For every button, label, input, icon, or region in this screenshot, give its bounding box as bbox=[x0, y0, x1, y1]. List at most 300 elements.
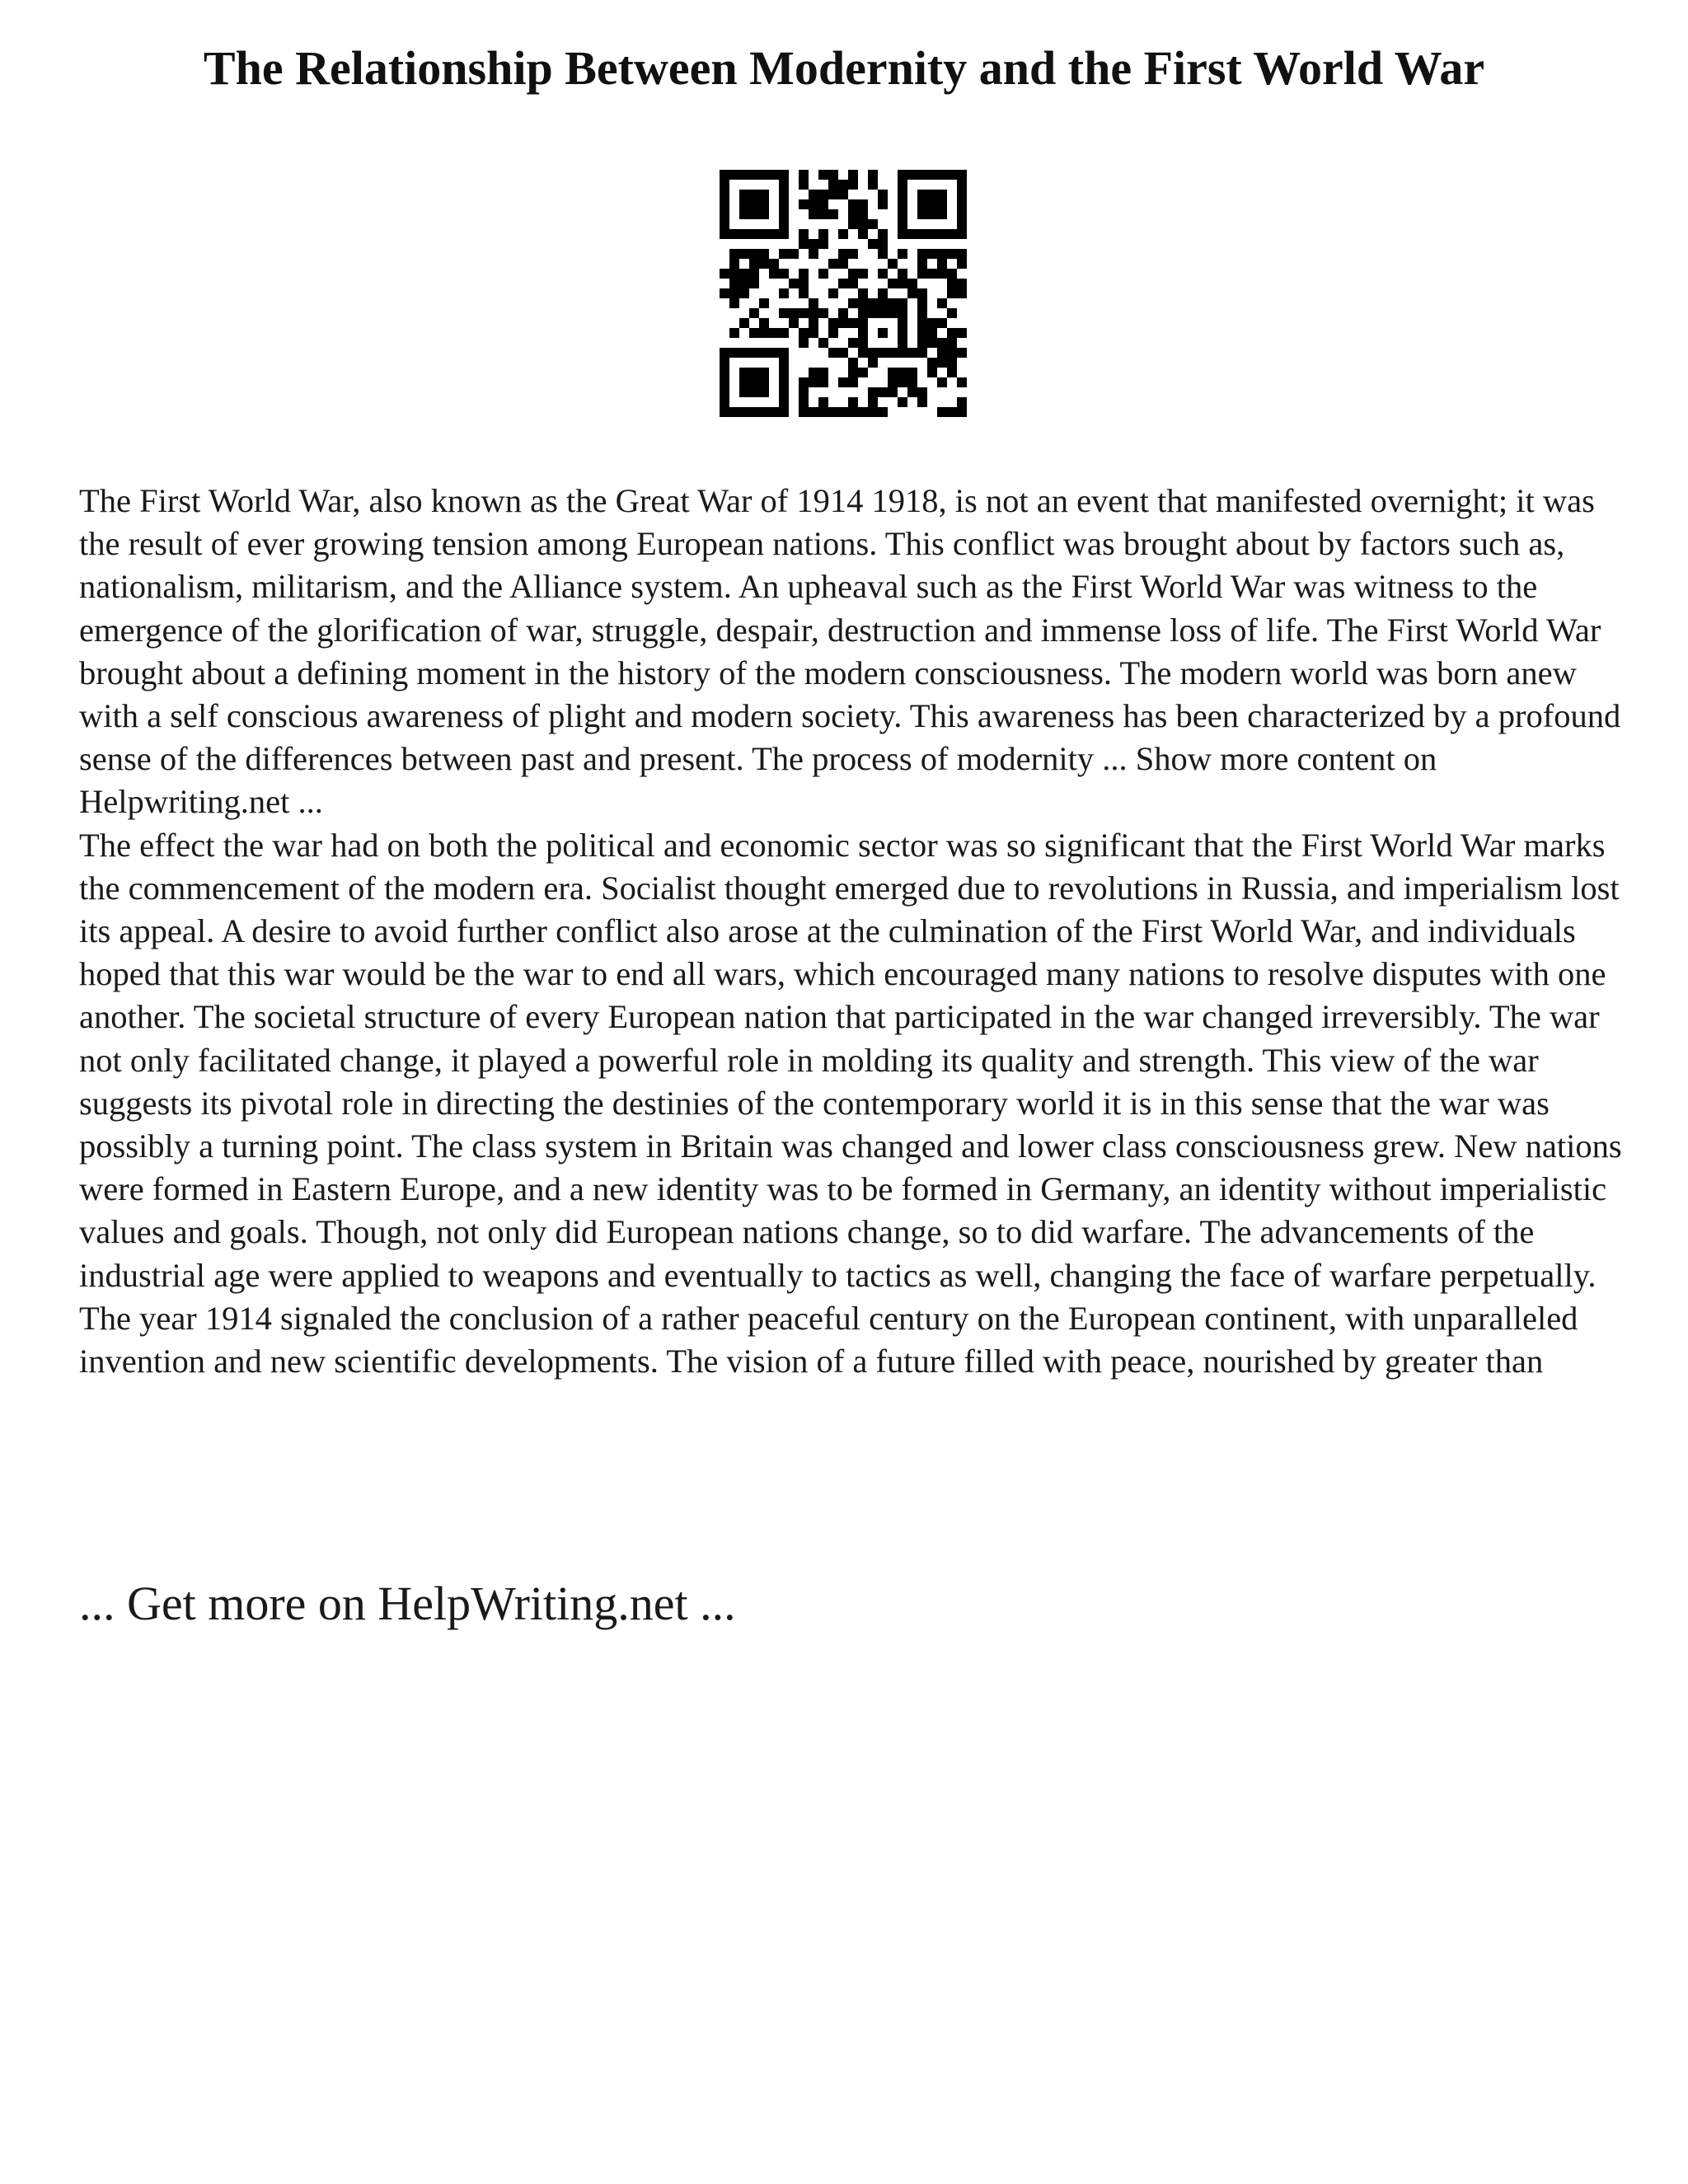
qr-module bbox=[720, 229, 729, 239]
qr-module bbox=[799, 239, 809, 249]
qr-module bbox=[917, 269, 927, 279]
qr-module bbox=[769, 348, 779, 358]
qr-module bbox=[898, 279, 907, 288]
qr-module bbox=[947, 229, 957, 239]
qr-module bbox=[947, 170, 957, 180]
qr-module bbox=[818, 229, 828, 239]
qr-module bbox=[957, 328, 967, 338]
qr-module bbox=[720, 180, 729, 190]
qr-module bbox=[838, 249, 848, 259]
qr-module bbox=[858, 348, 868, 358]
qr-module bbox=[799, 170, 809, 180]
qr-module bbox=[927, 328, 937, 338]
qr-module bbox=[828, 170, 838, 180]
qr-module bbox=[838, 259, 848, 269]
qr-module bbox=[917, 397, 927, 407]
qr-module bbox=[927, 190, 937, 199]
qr-module bbox=[799, 338, 809, 348]
qr-module bbox=[858, 407, 868, 417]
qr-module bbox=[917, 348, 927, 358]
qr-module bbox=[848, 279, 858, 288]
qr-module bbox=[779, 358, 789, 368]
qr-module bbox=[838, 190, 848, 199]
qr-module bbox=[898, 328, 907, 338]
qr-module bbox=[759, 249, 769, 259]
qr-module bbox=[957, 180, 967, 190]
qr-module bbox=[838, 279, 848, 288]
qr-module bbox=[779, 328, 789, 338]
qr-module bbox=[927, 229, 937, 239]
qr-module bbox=[769, 269, 779, 279]
qr-module bbox=[878, 190, 888, 199]
qr-module bbox=[907, 348, 917, 358]
qr-module bbox=[937, 170, 947, 180]
qr-module bbox=[898, 199, 907, 209]
qr-module bbox=[739, 229, 749, 239]
qr-module bbox=[749, 368, 759, 377]
qr-module bbox=[858, 209, 868, 219]
qr-module bbox=[749, 199, 759, 209]
qr-module bbox=[809, 199, 818, 209]
qr-module bbox=[749, 328, 759, 338]
qr-module bbox=[828, 190, 838, 199]
qr-module bbox=[927, 249, 937, 259]
qr-module bbox=[759, 328, 769, 338]
qr-module bbox=[769, 259, 779, 269]
qr-module bbox=[779, 219, 789, 229]
qr-module bbox=[937, 377, 947, 387]
qr-module bbox=[937, 407, 947, 417]
qr-module bbox=[720, 387, 729, 397]
qr-module bbox=[947, 328, 957, 338]
qr-module bbox=[799, 308, 809, 318]
qr-module bbox=[888, 298, 898, 308]
qr-module bbox=[927, 209, 937, 219]
qr-module bbox=[818, 269, 828, 279]
qr-module bbox=[927, 368, 937, 377]
qr-module bbox=[927, 358, 937, 368]
qr-module bbox=[818, 308, 828, 318]
qr-module bbox=[809, 239, 818, 249]
qr-module bbox=[848, 318, 858, 328]
qr-module bbox=[818, 190, 828, 199]
qr-module bbox=[720, 348, 729, 358]
qr-module bbox=[907, 229, 917, 239]
qr-module bbox=[720, 288, 729, 298]
qr-module bbox=[828, 288, 838, 298]
qr-module bbox=[779, 407, 789, 417]
qr-module bbox=[957, 407, 967, 417]
qr-module bbox=[818, 209, 828, 219]
qr-module bbox=[917, 259, 927, 269]
qr-module bbox=[888, 348, 898, 358]
qr-module bbox=[739, 318, 749, 328]
qr-module bbox=[917, 190, 927, 199]
qr-module bbox=[957, 259, 967, 269]
qr-module bbox=[838, 377, 848, 387]
qr-module bbox=[749, 407, 759, 417]
qr-module bbox=[739, 288, 749, 298]
qr-module bbox=[799, 288, 809, 298]
qr-module bbox=[848, 180, 858, 190]
qr-module bbox=[759, 199, 769, 209]
qr-module bbox=[937, 358, 947, 368]
qr-module bbox=[739, 199, 749, 209]
qr-module bbox=[779, 229, 789, 239]
qr-module bbox=[729, 170, 739, 180]
qr-module bbox=[927, 269, 937, 279]
qr-module bbox=[927, 170, 937, 180]
qr-module bbox=[729, 407, 739, 417]
qr-module bbox=[739, 249, 749, 259]
qr-module bbox=[789, 318, 799, 328]
qr-module bbox=[779, 387, 789, 397]
qr-module bbox=[779, 190, 789, 199]
qr-module bbox=[759, 259, 769, 269]
qr-module bbox=[809, 377, 818, 387]
qr-module bbox=[957, 249, 967, 259]
qr-module bbox=[749, 229, 759, 239]
qr-module bbox=[779, 269, 789, 279]
qr-module bbox=[739, 407, 749, 417]
qr-module bbox=[848, 170, 858, 180]
qr-module bbox=[779, 170, 789, 180]
paragraph-2: The effect the war had on both the political and economic sector was so significant that the First World War marks the commencement of the modern era. Socialist thought emerged due to revolutions in Russia, and imperialism lost its appeal. A desire to avoid further conflict also arose at the culmination of the First World War, and individuals hoped that this war would be the war to end all wars, which encouraged many nations to resolve disputes with one another. The societal structure of every European nation that participated in the war changed irreversibly. The war not only facilitated change, it played a powerful role in molding its quality and strength. This view of the war suggests its pivotal role in directing the destinies of the contemporary world it is in this sense that the war was possibly a turning point. The class system in Britain was changed and lower class consciousness grew. New nations were formed in Eastern Europe, and a new identity was to be formed in Germany, an identity without imperialistic values and goals. Though, not only did European nations change, so to did warfare. The advancements of the industrial age were applied to weapons and eventually to tactics as well, changing the face of warfare perpetually. The year 1914 signaled the conclusion of a rather peaceful century on the European continent, with unparalleled invention and new scientific developments. The vision of a future filled with peace, nourished by greater than bbox=[79, 826, 1622, 1380]
qr-module bbox=[957, 377, 967, 387]
qr-module bbox=[937, 318, 947, 328]
qr-module bbox=[828, 328, 838, 338]
qr-module bbox=[838, 407, 848, 417]
qr-module bbox=[818, 170, 828, 180]
qr-module bbox=[809, 318, 818, 328]
qr-module bbox=[898, 338, 907, 348]
qr-module bbox=[759, 190, 769, 199]
qr-module bbox=[749, 259, 759, 269]
qr-module bbox=[957, 219, 967, 229]
qr-module bbox=[848, 368, 858, 377]
qr-module bbox=[937, 209, 947, 219]
qr-module bbox=[858, 219, 868, 229]
qr-module bbox=[720, 190, 729, 199]
qr-module bbox=[957, 190, 967, 199]
qr-module bbox=[947, 338, 957, 348]
qr-module bbox=[799, 328, 809, 338]
qr-module bbox=[947, 279, 957, 288]
qr-module bbox=[947, 249, 957, 259]
qr-module bbox=[888, 259, 898, 269]
qr-module bbox=[828, 259, 838, 269]
qr-module bbox=[848, 397, 858, 407]
qr-module bbox=[888, 387, 898, 397]
qr-module bbox=[739, 269, 749, 279]
qr-module bbox=[799, 397, 809, 407]
qr-module bbox=[858, 368, 868, 377]
qr-module bbox=[720, 199, 729, 209]
qr-module bbox=[937, 249, 947, 259]
qr-module bbox=[917, 387, 927, 397]
qr-module bbox=[779, 209, 789, 219]
qr-module bbox=[720, 209, 729, 219]
qr-module bbox=[927, 199, 937, 209]
qr-module bbox=[809, 298, 818, 308]
qr-module bbox=[739, 190, 749, 199]
qr-module bbox=[898, 249, 907, 259]
qr-module bbox=[799, 279, 809, 288]
qr-module bbox=[858, 288, 868, 298]
qr-module bbox=[898, 269, 907, 279]
qr-module bbox=[720, 269, 729, 279]
qr-module bbox=[947, 348, 957, 358]
qr-module bbox=[917, 318, 927, 328]
qr-module bbox=[818, 377, 828, 387]
qr-module bbox=[848, 219, 858, 229]
qr-module bbox=[907, 368, 917, 377]
qr-module bbox=[898, 190, 907, 199]
qr-module bbox=[759, 318, 769, 328]
qr-module bbox=[917, 199, 927, 209]
qr-module bbox=[809, 308, 818, 318]
qr-module bbox=[759, 209, 769, 219]
qr-module bbox=[848, 338, 858, 348]
qr-module bbox=[799, 180, 809, 190]
qr-module bbox=[848, 209, 858, 219]
qr-module bbox=[759, 368, 769, 377]
qr-module bbox=[809, 328, 818, 338]
qr-module bbox=[907, 288, 917, 298]
qr-module bbox=[917, 288, 927, 298]
qr-module bbox=[809, 209, 818, 219]
qr-module bbox=[888, 368, 898, 377]
qr-module bbox=[729, 229, 739, 239]
qr-module bbox=[749, 387, 759, 397]
qr-module bbox=[838, 180, 848, 190]
qr-module bbox=[917, 249, 927, 259]
qr-module bbox=[818, 239, 828, 249]
qr-module bbox=[759, 377, 769, 387]
qr-module bbox=[878, 249, 888, 259]
get-more-link[interactable]: ... Get more on HelpWriting.net ... bbox=[79, 1577, 736, 1630]
qr-module bbox=[957, 199, 967, 209]
article-body bbox=[79, 480, 1629, 1383]
page-title: The Relationship Between Modernity and the First World War bbox=[203, 41, 1485, 95]
qr-module bbox=[937, 348, 947, 358]
qr-module bbox=[779, 368, 789, 377]
qr-module bbox=[799, 377, 809, 387]
qr-module bbox=[809, 368, 818, 377]
qr-module bbox=[878, 407, 888, 417]
qr-module bbox=[799, 269, 809, 279]
qr-module bbox=[729, 259, 739, 269]
qr-module bbox=[729, 269, 739, 279]
qr-module bbox=[937, 190, 947, 199]
qr-module bbox=[779, 288, 789, 298]
qr-module bbox=[828, 348, 838, 358]
qr-module bbox=[848, 249, 858, 259]
qr-module bbox=[720, 358, 729, 368]
qr-module bbox=[828, 209, 838, 219]
qr-module bbox=[759, 170, 769, 180]
qr-module bbox=[898, 368, 907, 377]
qr-module bbox=[720, 368, 729, 377]
qr-module bbox=[907, 170, 917, 180]
qr-module bbox=[739, 368, 749, 377]
qr-module bbox=[878, 328, 888, 338]
qr-module bbox=[888, 279, 898, 288]
qr-module bbox=[729, 328, 739, 338]
qr-module bbox=[779, 180, 789, 190]
qr-module bbox=[789, 249, 799, 259]
qr-module bbox=[898, 229, 907, 239]
qr-module bbox=[828, 180, 838, 190]
qr-module bbox=[868, 387, 878, 397]
qr-module bbox=[818, 397, 828, 407]
qr-module bbox=[809, 190, 818, 199]
qr-module bbox=[749, 190, 759, 199]
qr-module bbox=[749, 209, 759, 219]
qr-module bbox=[729, 288, 739, 298]
qr-module bbox=[917, 308, 927, 318]
qr-module bbox=[779, 199, 789, 209]
qr-module bbox=[739, 209, 749, 219]
qr-module bbox=[769, 407, 779, 417]
qr-module bbox=[749, 249, 759, 259]
qr-module bbox=[947, 288, 957, 298]
qr-module bbox=[917, 229, 927, 239]
qr-code-icon[interactable] bbox=[720, 170, 967, 417]
qr-module bbox=[749, 308, 759, 318]
qr-code-graphic bbox=[720, 170, 967, 417]
qr-module bbox=[957, 348, 967, 358]
qr-module bbox=[937, 298, 947, 308]
qr-module bbox=[759, 387, 769, 397]
qr-module bbox=[898, 298, 907, 308]
qr-module bbox=[720, 377, 729, 387]
qr-module bbox=[809, 249, 818, 259]
qr-module bbox=[779, 308, 789, 318]
qr-module bbox=[907, 387, 917, 397]
paragraph-1: The First World War, also known as the Great War of 1914 1918, is not an event that manifested overnight; it was the result of ever growing tension among European nations. This conflict was brought about by factors such as, nationalism, militarism, and the Alliance system. An upheaval such as the First World War was witness to the emergence of the glorification of war, struggle, despair, destruction and immense loss of life. The First World War brought about a defining moment in the history of the modern consciousness. The modern world was born anew with a self conscious awareness of plight and modern society. This awareness has been characterized by a profound sense of the differences between past and present. The process of modernity ... Show more content on Helpwriting.net ... bbox=[79, 482, 1621, 821]
qr-module bbox=[779, 348, 789, 358]
qr-module bbox=[749, 377, 759, 387]
qr-module bbox=[878, 229, 888, 239]
qr-module bbox=[838, 348, 848, 358]
qr-module bbox=[799, 407, 809, 417]
qr-module bbox=[848, 199, 858, 209]
qr-module bbox=[907, 377, 917, 387]
qr-module bbox=[957, 279, 967, 288]
qr-module bbox=[779, 397, 789, 407]
qr-module bbox=[838, 229, 848, 239]
qr-module bbox=[917, 298, 927, 308]
qr-module bbox=[720, 170, 729, 180]
qr-module bbox=[749, 269, 759, 279]
qr-module bbox=[898, 348, 907, 358]
qr-module bbox=[720, 407, 729, 417]
qr-module bbox=[789, 308, 799, 318]
qr-module bbox=[947, 368, 957, 377]
qr-module bbox=[957, 288, 967, 298]
qr-module bbox=[937, 199, 947, 209]
qr-module bbox=[779, 249, 789, 259]
qr-module bbox=[898, 318, 907, 328]
qr-module bbox=[917, 338, 927, 348]
qr-module bbox=[858, 199, 868, 209]
qr-module bbox=[759, 407, 769, 417]
qr-module bbox=[739, 348, 749, 358]
qr-module bbox=[868, 239, 878, 249]
qr-module bbox=[848, 377, 858, 387]
qr-module bbox=[749, 279, 759, 288]
qr-module bbox=[868, 180, 878, 190]
qr-module bbox=[947, 308, 957, 318]
qr-module bbox=[809, 407, 818, 417]
qr-module bbox=[878, 298, 888, 308]
qr-module bbox=[779, 377, 789, 387]
qr-module bbox=[739, 170, 749, 180]
qr-module bbox=[927, 318, 937, 328]
qr-module bbox=[907, 279, 917, 288]
qr-module bbox=[898, 308, 907, 318]
qr-module bbox=[769, 328, 779, 338]
qr-module bbox=[739, 387, 749, 397]
qr-module bbox=[858, 328, 868, 338]
qr-module bbox=[878, 308, 888, 318]
qr-module bbox=[917, 328, 927, 338]
qr-module bbox=[749, 170, 759, 180]
qr-module bbox=[848, 358, 858, 368]
qr-module bbox=[828, 318, 838, 328]
qr-module bbox=[769, 229, 779, 239]
qr-module bbox=[789, 279, 799, 288]
qr-module bbox=[868, 219, 878, 229]
qr-module bbox=[729, 348, 739, 358]
qr-module bbox=[799, 199, 809, 209]
qr-module bbox=[720, 397, 729, 407]
qr-module bbox=[759, 348, 769, 358]
qr-module bbox=[937, 269, 947, 279]
qr-module bbox=[838, 318, 848, 328]
qr-module bbox=[898, 397, 907, 407]
qr-module bbox=[878, 387, 888, 397]
qr-module bbox=[957, 170, 967, 180]
qr-module bbox=[848, 298, 858, 308]
qr-module bbox=[759, 298, 769, 308]
qr-module bbox=[898, 180, 907, 190]
qr-module bbox=[858, 298, 868, 308]
qr-module bbox=[898, 209, 907, 219]
qr-module bbox=[868, 358, 878, 368]
qr-module bbox=[947, 269, 957, 279]
qr-module bbox=[799, 229, 809, 239]
qr-module bbox=[729, 298, 739, 308]
qr-module bbox=[898, 170, 907, 180]
qr-module bbox=[828, 407, 838, 417]
qr-module bbox=[858, 229, 868, 239]
qr-module bbox=[799, 387, 809, 397]
qr-module bbox=[868, 298, 878, 308]
qr-module bbox=[937, 338, 947, 348]
qr-module bbox=[818, 368, 828, 377]
qr-module bbox=[749, 348, 759, 358]
qr-module bbox=[927, 338, 937, 348]
qr-module bbox=[868, 407, 878, 417]
qr-module bbox=[848, 407, 858, 417]
qr-module bbox=[878, 348, 888, 358]
qr-module bbox=[868, 308, 878, 318]
qr-module bbox=[878, 199, 888, 209]
qr-module bbox=[868, 348, 878, 358]
qr-module bbox=[858, 318, 868, 328]
